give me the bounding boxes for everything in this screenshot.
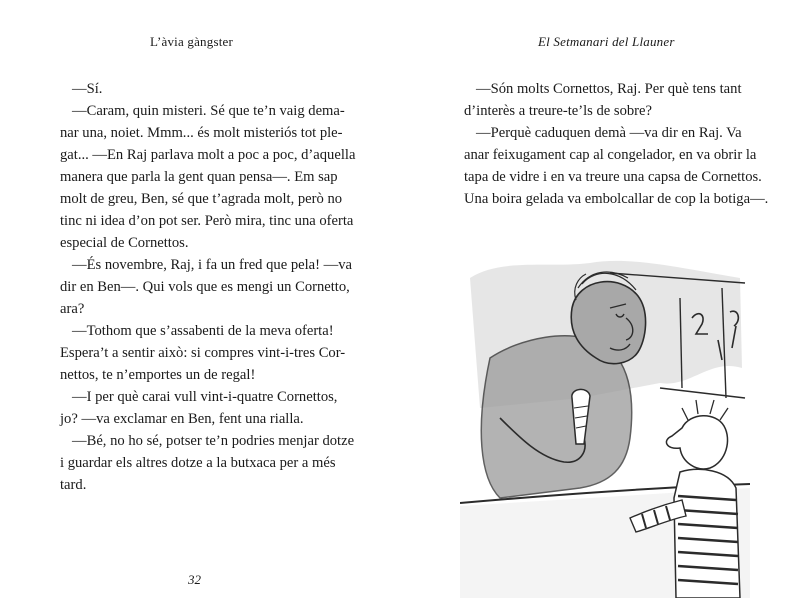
running-head-left: L’àvia gàngster	[150, 34, 234, 49]
text-line: ara?	[60, 301, 85, 317]
boy-jumper	[674, 469, 740, 598]
text-line: —Sí.	[72, 81, 103, 97]
text-line: especial de Cornettos.	[60, 235, 189, 251]
page-number: 32	[188, 572, 201, 587]
text-line: manera que parla la gent quan pensa—. Em sap	[60, 169, 338, 185]
text-line: Espera’t a sentir això: si compres vint-i-tres Cor-	[60, 345, 346, 361]
shopkeeper-illustration	[460, 248, 750, 598]
text-line: —Perquè caduquen demà —va dir en Raj. Va	[476, 125, 742, 141]
text-line: molt de greu, Ben, sé que t’agrada molt, però no	[60, 191, 343, 207]
text-line: tapa de vidre i en va treure una capsa de Cornettos.	[464, 169, 762, 185]
text-line: —Són molts Cornettos, Raj. Per què tens tant	[476, 81, 742, 97]
text-line: —És novembre, Raj, i fa un fred que pela! —va	[72, 257, 353, 273]
text-line: dir en Ben—. Qui vols que es mengi un Cornetto,	[60, 279, 350, 295]
right-page	[400, 0, 800, 608]
text-line: nar una, noiet. Mmm... és molt misteriós tot ple-	[60, 125, 343, 141]
left-text-block	[60, 78, 356, 496]
text-line: —Caram, quin misteri. Sé que te’n vaig dema-	[72, 103, 345, 119]
text-line: jo? —va exclamar en Ben, fent una rialla.	[60, 411, 304, 427]
text-line: i guardar els altres dotze a la butxaca per a més	[60, 455, 336, 471]
text-line: tard.	[60, 477, 87, 493]
text-line: gat... —En Raj parlava molt a poc a poc, d’aquella	[60, 147, 356, 163]
boy-head	[666, 416, 727, 469]
text-line: Una boira gelada va embolcallar de cop la botiga—.	[464, 191, 769, 207]
text-line: —Bé, no ho sé, potser te’n podries menjar dotze	[72, 433, 355, 449]
text-line: —Tothom que s’assabenti de la meva oferta!	[72, 323, 334, 339]
text-line: tinc ni idea d’on pot ser. Però mira, tinc una oferta	[60, 213, 354, 229]
text-line: d’interès a treure-te’ls de sobre?	[464, 103, 653, 119]
right-text-block	[464, 78, 769, 210]
text-line: anar feixugament cap al congelador, en va obrir la	[464, 147, 757, 163]
running-head-right: El Setmanari del Llauner	[538, 34, 675, 49]
text-line: nettos, te n’emportes un de regal!	[60, 367, 256, 383]
text-line: —I per què carai vull vint-i-quatre Cornettos,	[72, 389, 338, 405]
